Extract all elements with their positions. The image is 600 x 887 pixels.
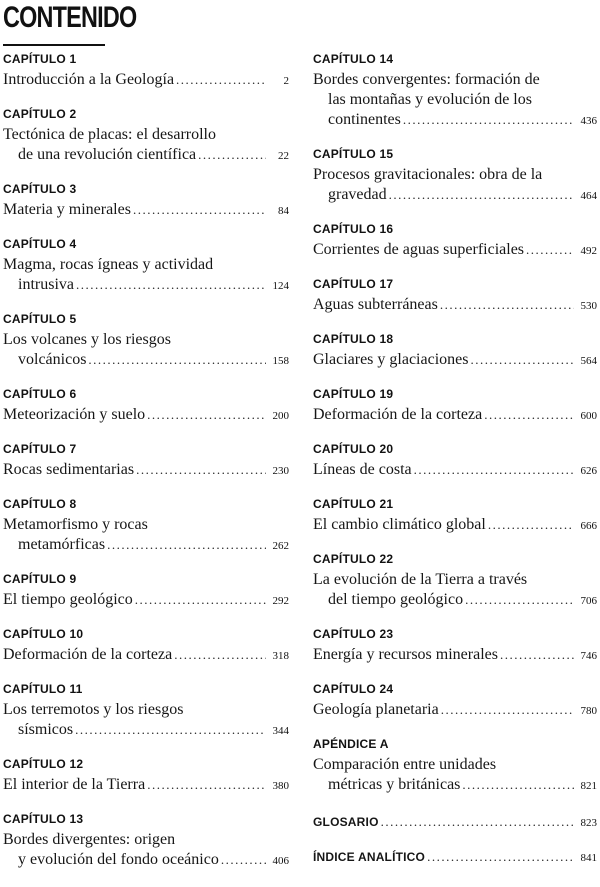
chapter-label: CAPÍTULO 7 bbox=[3, 442, 77, 456]
page-number: 406 bbox=[272, 855, 289, 867]
chapter-title-line: El cambio climático global bbox=[313, 516, 486, 533]
toc-line[interactable] bbox=[3, 405, 289, 426]
chapter-label: CAPÍTULO 15 bbox=[313, 147, 394, 161]
chapter-title-line: sísmicos bbox=[18, 721, 74, 738]
page-number: 821 bbox=[580, 780, 597, 792]
chapter-title-line: Geología planetaria bbox=[313, 701, 439, 718]
chapter-title-line: Corrientes de aguas superficiales bbox=[313, 241, 525, 258]
toc-line[interactable] bbox=[3, 720, 289, 741]
page-number: 22 bbox=[278, 150, 289, 162]
dot-leader bbox=[488, 515, 574, 535]
chapter-title-line: Magma, rocas ígneas y actividad bbox=[3, 256, 214, 273]
page-number: 464 bbox=[580, 190, 597, 202]
dot-leader bbox=[427, 847, 574, 867]
toc-entry[interactable] bbox=[313, 737, 597, 796]
chapter-label: CAPÍTULO 2 bbox=[3, 107, 77, 121]
dot-leader bbox=[465, 590, 574, 610]
toc-entry[interactable] bbox=[3, 812, 289, 871]
toc-entry[interactable] bbox=[3, 237, 289, 296]
dot-leader bbox=[470, 350, 574, 370]
toc-line[interactable] bbox=[313, 700, 597, 721]
page-number: 841 bbox=[580, 852, 597, 864]
back-matter-entry[interactable] bbox=[313, 812, 597, 833]
toc-line[interactable] bbox=[3, 275, 289, 296]
chapter-label: CAPÍTULO 8 bbox=[3, 497, 77, 511]
dot-leader bbox=[221, 850, 266, 870]
toc-entry[interactable] bbox=[313, 147, 597, 206]
page-number: 200 bbox=[272, 410, 289, 422]
chapter-title-line: Introducción a la Geología bbox=[3, 71, 175, 88]
chapter-title-line: El tiempo geológico bbox=[3, 591, 133, 608]
page-number: 292 bbox=[272, 595, 289, 607]
page-number: 530 bbox=[580, 300, 597, 312]
toc-line[interactable] bbox=[313, 775, 597, 796]
toc-line[interactable] bbox=[313, 515, 597, 536]
chapter-label: CAPÍTULO 10 bbox=[3, 627, 84, 641]
page-number: 344 bbox=[272, 725, 289, 737]
toc-entry[interactable] bbox=[3, 387, 289, 426]
toc-left-column bbox=[3, 52, 289, 887]
chapter-label: CAPÍTULO 9 bbox=[3, 572, 77, 586]
chapter-label: CAPÍTULO 6 bbox=[3, 387, 77, 401]
toc-entry[interactable] bbox=[3, 497, 289, 556]
toc-line[interactable] bbox=[3, 350, 289, 371]
toc-line[interactable] bbox=[313, 350, 597, 371]
dot-leader bbox=[147, 405, 266, 425]
chapter-title-line: Energía y recursos minerales bbox=[313, 646, 498, 663]
page-number: 124 bbox=[272, 280, 289, 292]
chapter-title-line: Bordes divergentes: origen bbox=[3, 831, 176, 848]
toc-entry[interactable] bbox=[313, 442, 597, 481]
chapter-title-line: Glaciares y glaciaciones bbox=[313, 351, 469, 368]
chapter-title-line: gravedad bbox=[328, 186, 387, 203]
chapter-label: CAPÍTULO 3 bbox=[3, 182, 77, 196]
chapter-title-line: Líneas de costa bbox=[313, 461, 412, 478]
chapter-title-line: del tiempo geológico bbox=[328, 591, 464, 608]
page-number: 492 bbox=[580, 245, 597, 257]
dot-leader bbox=[414, 460, 574, 480]
chapter-label: CAPÍTULO 18 bbox=[313, 332, 394, 346]
chapter-title-line: Meteorización y suelo bbox=[3, 406, 146, 423]
toc-entry[interactable] bbox=[313, 387, 597, 426]
back-matter-label: ÍNDICE ANALÍTICO bbox=[313, 850, 426, 864]
chapter-title-line: Deformación de la corteza bbox=[3, 646, 173, 663]
chapter-label: CAPÍTULO 20 bbox=[313, 442, 394, 456]
toc-entry[interactable] bbox=[313, 552, 597, 611]
toc-entry[interactable] bbox=[313, 332, 597, 371]
page-number: 600 bbox=[580, 410, 597, 422]
toc-line[interactable] bbox=[313, 645, 597, 666]
page-number: 626 bbox=[580, 465, 597, 477]
toc-line[interactable] bbox=[3, 775, 289, 796]
chapter-title-line: Metamorfismo y rocas bbox=[3, 516, 148, 533]
chapter-title-line: Rocas sedimentarias bbox=[3, 461, 135, 478]
toc-entry[interactable] bbox=[3, 682, 289, 741]
page-number: 318 bbox=[272, 650, 289, 662]
chapter-label: CAPÍTULO 24 bbox=[313, 682, 394, 696]
page-number: 823 bbox=[580, 817, 597, 829]
chapter-title-line: Comparación entre unidades bbox=[313, 756, 497, 773]
page-number: 262 bbox=[272, 540, 289, 552]
dot-leader bbox=[76, 275, 266, 295]
toc-entry[interactable] bbox=[313, 52, 597, 131]
chapter-label: CAPÍTULO 1 bbox=[3, 52, 77, 66]
toc-right-column bbox=[313, 52, 597, 882]
dot-leader bbox=[133, 200, 266, 220]
chapter-label: CAPÍTULO 14 bbox=[313, 52, 394, 66]
page-number: 436 bbox=[580, 115, 597, 127]
chapter-title-line: Los terremotos y los riesgos bbox=[3, 701, 184, 718]
dot-leader bbox=[462, 775, 574, 795]
toc-line[interactable] bbox=[3, 590, 289, 611]
dot-leader bbox=[174, 645, 266, 665]
dot-leader bbox=[176, 70, 266, 90]
toc-line[interactable] bbox=[313, 295, 597, 316]
chapter-title-line: Deformación de la corteza bbox=[313, 406, 483, 423]
toc-line[interactable] bbox=[3, 850, 289, 871]
chapter-label: CAPÍTULO 23 bbox=[313, 627, 394, 641]
dot-leader bbox=[441, 700, 574, 720]
chapter-title-line: Aguas subterráneas bbox=[313, 296, 438, 313]
back-matter-label: GLOSARIO bbox=[313, 815, 379, 829]
page-number: 158 bbox=[272, 355, 289, 367]
page-number: 746 bbox=[580, 650, 597, 662]
toc-line[interactable] bbox=[313, 185, 597, 206]
dot-leader bbox=[440, 295, 574, 315]
chapter-title-line: intrusiva bbox=[18, 276, 74, 293]
toc-entry[interactable] bbox=[3, 442, 289, 481]
title-rule bbox=[3, 44, 105, 46]
chapter-label: CAPÍTULO 19 bbox=[313, 387, 394, 401]
dot-leader bbox=[500, 645, 574, 665]
chapter-title-line: de una revolución científica bbox=[18, 146, 197, 163]
toc-entry[interactable] bbox=[3, 627, 289, 666]
chapter-title-line: métricas y británicas bbox=[328, 776, 461, 793]
dot-leader bbox=[389, 185, 574, 205]
chapter-title-line: Bordes convergentes: formación de bbox=[313, 71, 540, 88]
page-number: 230 bbox=[272, 465, 289, 477]
page-number: 2 bbox=[283, 75, 289, 87]
chapter-title-line: Procesos gravitacionales: obra de la bbox=[313, 166, 543, 183]
chapter-title-line: Materia y minerales bbox=[3, 201, 131, 218]
chapter-title-line: Los volcanes y los riesgos bbox=[3, 331, 171, 348]
chapter-title-line: La evolución de la Tierra a través bbox=[313, 571, 528, 588]
toc-entry[interactable] bbox=[313, 222, 597, 261]
dot-leader bbox=[135, 590, 266, 610]
chapter-label: CAPÍTULO 12 bbox=[3, 757, 84, 771]
chapter-label: CAPÍTULO 17 bbox=[313, 277, 394, 291]
chapter-label: CAPÍTULO 16 bbox=[313, 222, 394, 236]
chapter-label: CAPÍTULO 22 bbox=[313, 552, 394, 566]
toc-line[interactable] bbox=[3, 460, 289, 481]
toc-entry[interactable] bbox=[3, 572, 289, 611]
chapter-label: CAPÍTULO 11 bbox=[3, 682, 83, 696]
dot-leader bbox=[147, 775, 266, 795]
chapter-title-line: y evolución del fondo oceánico bbox=[18, 851, 219, 868]
toc-entry[interactable] bbox=[313, 682, 597, 721]
chapter-label: CAPÍTULO 4 bbox=[3, 237, 77, 251]
back-matter-entry[interactable] bbox=[313, 847, 597, 868]
toc-entry[interactable] bbox=[3, 182, 289, 221]
toc-entry[interactable] bbox=[3, 107, 289, 166]
page-number: 780 bbox=[580, 705, 597, 717]
page-number: 380 bbox=[272, 780, 289, 792]
toc-line[interactable] bbox=[3, 70, 289, 91]
dot-leader bbox=[403, 110, 574, 130]
chapter-label: CAPÍTULO 5 bbox=[3, 312, 77, 326]
toc-entry[interactable] bbox=[313, 277, 597, 316]
toc-entry[interactable] bbox=[3, 757, 289, 796]
chapter-label: CAPÍTULO 13 bbox=[3, 812, 84, 826]
page-number: 564 bbox=[580, 355, 597, 367]
chapter-label: CAPÍTULO 21 bbox=[313, 497, 394, 511]
chapter-title-line: metamórficas bbox=[18, 536, 106, 553]
dot-leader bbox=[75, 720, 266, 740]
toc-line[interactable] bbox=[313, 405, 597, 426]
dot-leader bbox=[107, 535, 266, 555]
toc-entry[interactable] bbox=[313, 627, 597, 666]
toc-entry[interactable] bbox=[3, 312, 289, 371]
page-number: 84 bbox=[278, 205, 289, 217]
toc-line[interactable] bbox=[3, 145, 289, 166]
chapter-title-line: continentes bbox=[328, 111, 401, 128]
chapter-title-line: volcánicos bbox=[18, 351, 87, 368]
toc-line[interactable] bbox=[3, 645, 289, 666]
toc-line[interactable] bbox=[3, 535, 289, 556]
toc-line[interactable] bbox=[313, 460, 597, 481]
page-number: 706 bbox=[580, 595, 597, 607]
dot-leader bbox=[136, 460, 266, 480]
toc-line[interactable] bbox=[3, 200, 289, 221]
dot-leader bbox=[88, 350, 266, 370]
toc-line[interactable] bbox=[313, 590, 597, 611]
page-number: 666 bbox=[580, 520, 597, 532]
toc-line[interactable] bbox=[313, 240, 597, 261]
dot-leader bbox=[484, 405, 574, 425]
chapter-title-line: las montañas y evolución de los bbox=[328, 91, 532, 108]
chapter-title-line: Tectónica de placas: el desarrollo bbox=[3, 126, 216, 143]
chapter-label: APÉNDICE A bbox=[313, 737, 389, 751]
dot-leader bbox=[526, 240, 574, 260]
dot-leader bbox=[198, 145, 266, 165]
toc-entry[interactable] bbox=[3, 52, 289, 91]
chapter-title-line: El interior de la Tierra bbox=[3, 776, 146, 793]
toc-entry[interactable] bbox=[313, 497, 597, 536]
dot-leader bbox=[381, 812, 574, 832]
page-title: CONTENIDO bbox=[3, 1, 137, 34]
toc-line[interactable] bbox=[313, 110, 597, 131]
